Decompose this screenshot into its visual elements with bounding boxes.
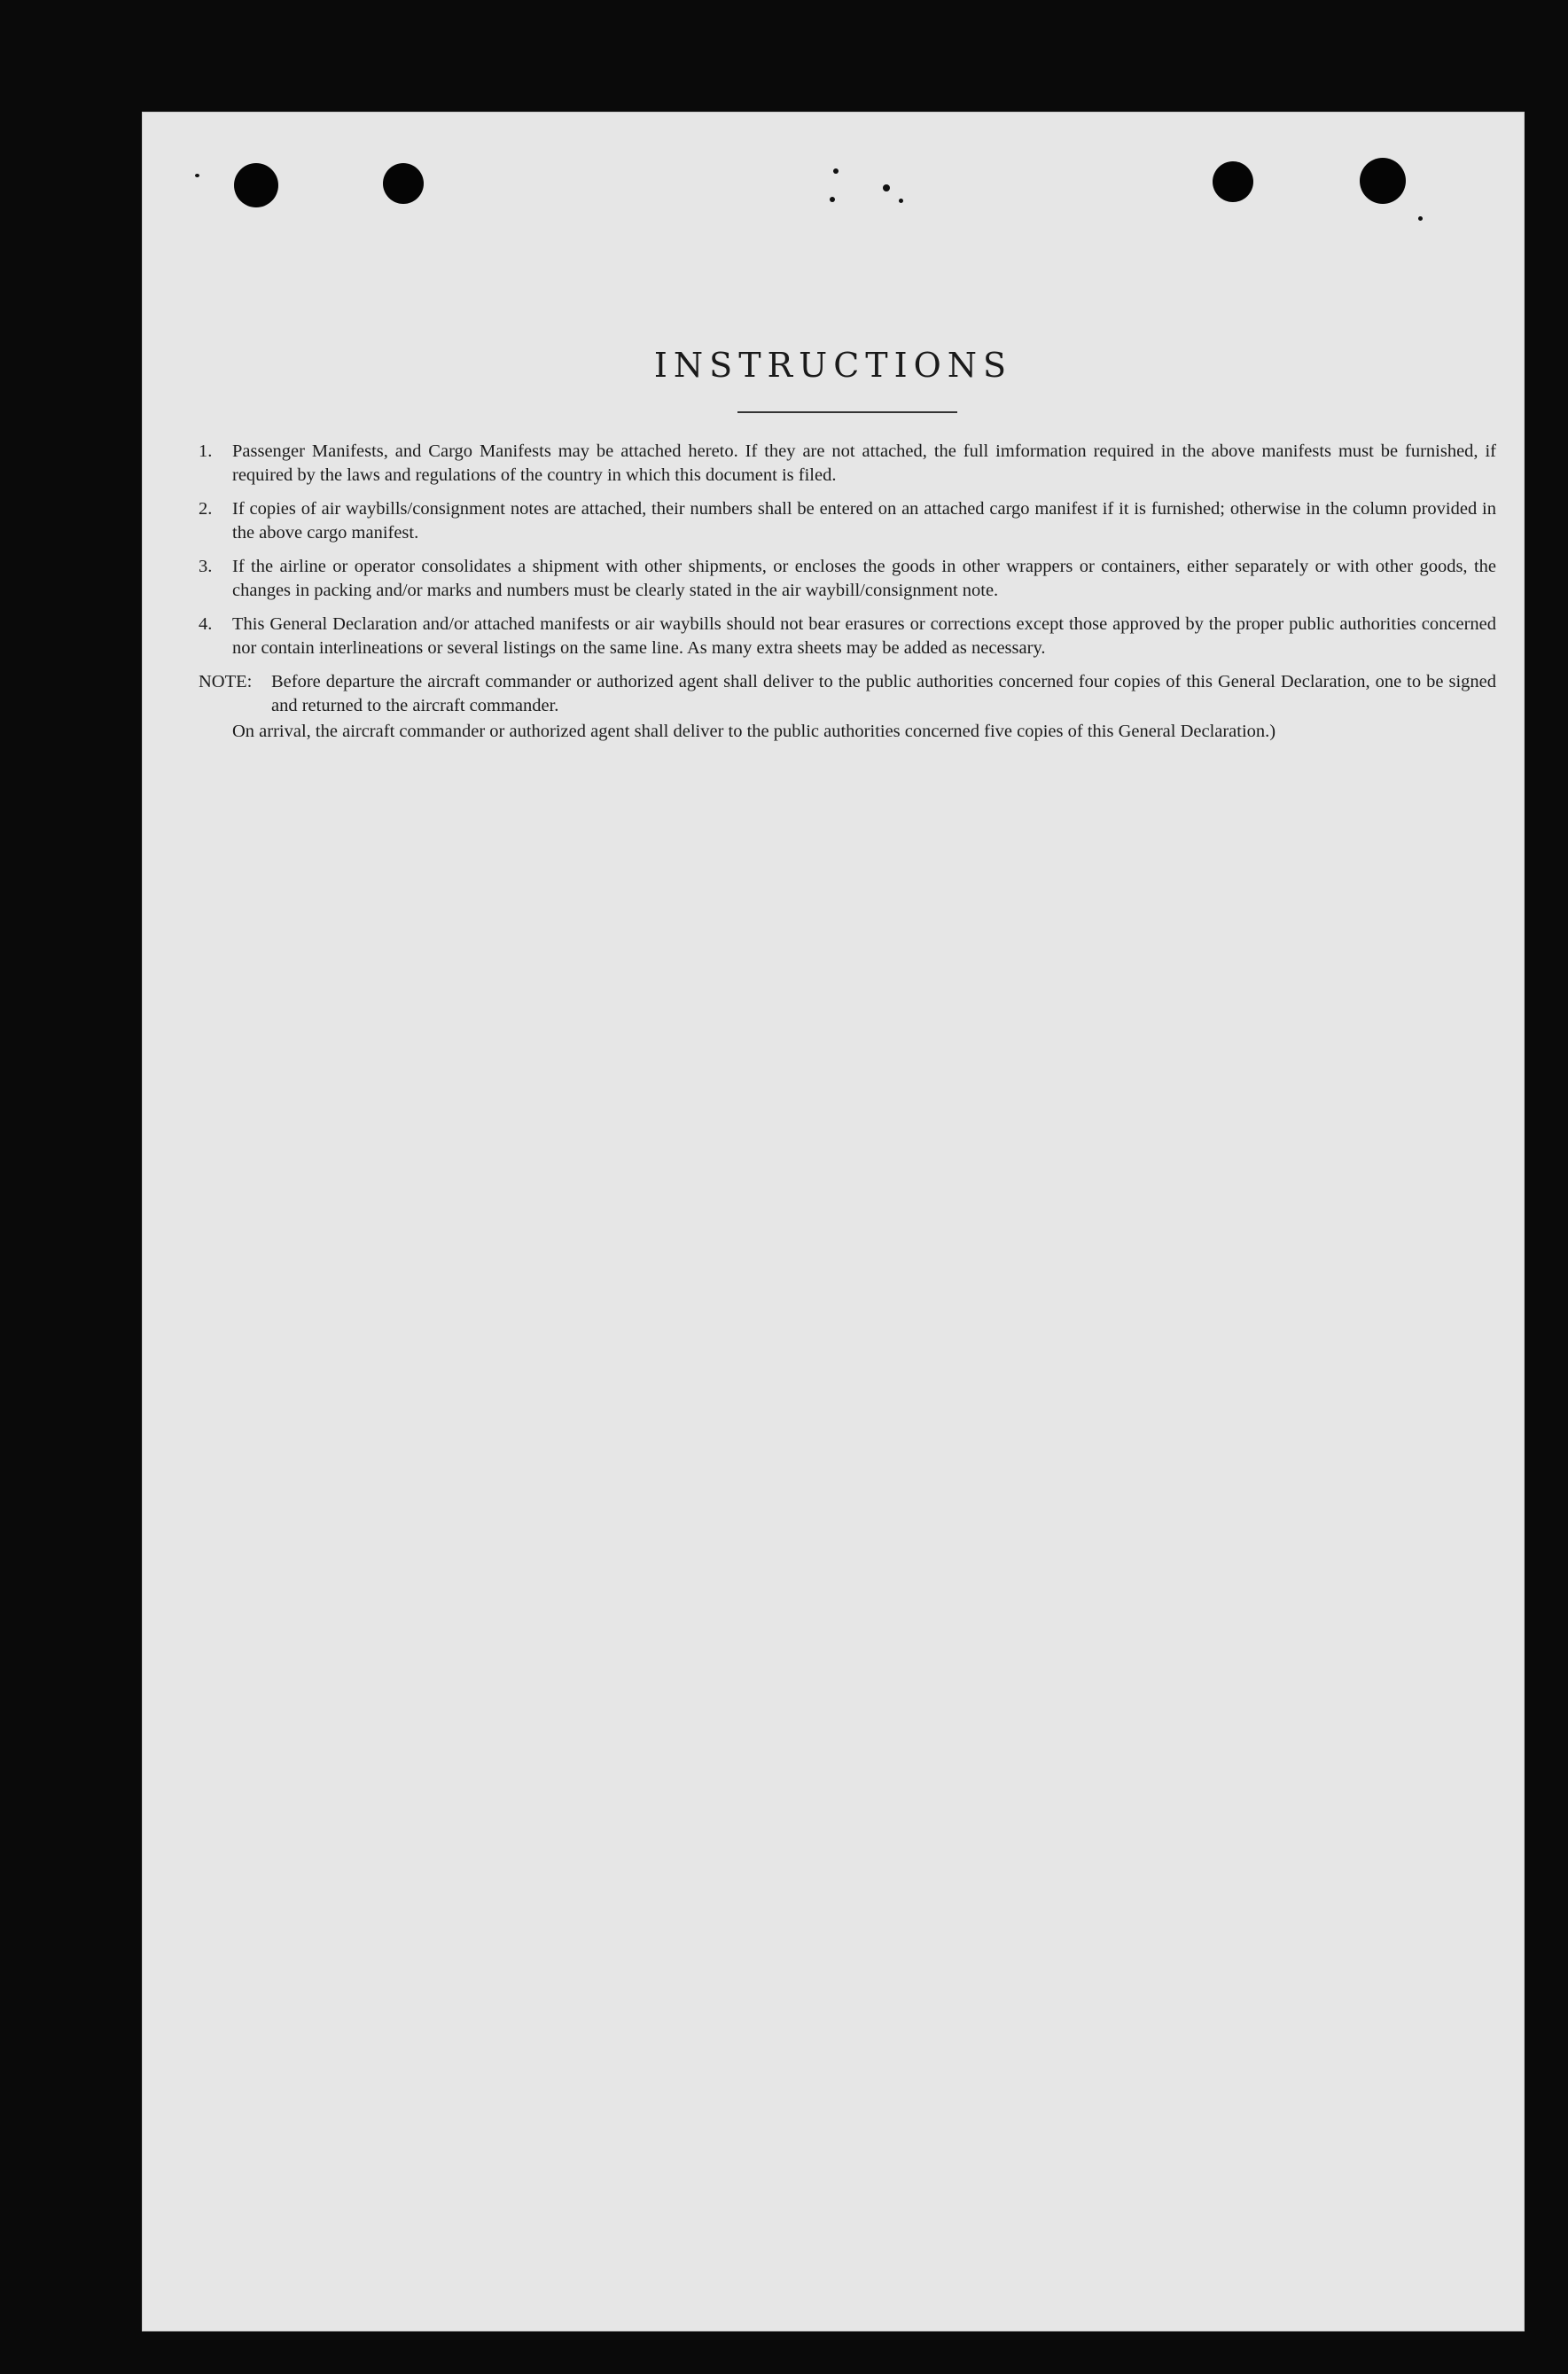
document-page — [142, 112, 1525, 2331]
scan-speck — [899, 199, 903, 203]
note-label: NOTE: — [199, 672, 253, 691]
punch-hole-left-outer — [234, 163, 278, 207]
scan-speck — [1418, 216, 1423, 221]
instruction-item — [199, 440, 1496, 488]
title-underline — [737, 411, 957, 413]
instruction-text: If the airline or operator consolidates a shipment with other shipments, or encloses the goods in other wrappers or containers, either separately or with other goods, the changes in packing and/or marks and numbers must be clearly stated in the air waybill/consignment note. — [232, 557, 1496, 600]
instruction-text: Passenger Manifests, and Cargo Manifests may be attached hereto. If they are not attached, the full imformation required in the above manifests must be furnished, if required by the laws and regulations of the country in which this document is filed. — [232, 441, 1496, 485]
instruction-number: 1. — [199, 441, 213, 461]
instruction-number: 4. — [199, 614, 213, 634]
page-title: INSTRUCTIONS — [653, 346, 1013, 385]
scan-speck — [830, 197, 835, 202]
instruction-text: This General Declaration and/or attached manifests or air waybills should not bear erasures or corrections except those approved by the proper public authorities concerned nor contain interlineations or several listings on the same line. As many extra sheets may be added as necessary. — [232, 614, 1496, 658]
note-block — [199, 670, 1496, 718]
punch-hole-left-inner — [383, 163, 424, 204]
punch-hole-right-outer — [1360, 158, 1406, 204]
scan-speck — [195, 174, 199, 177]
instruction-number: 3. — [199, 557, 213, 576]
instruction-item — [199, 497, 1496, 545]
instruction-text: If copies of air waybills/consignment notes are attached, their numbers shall be entered on an attached cargo manifest if it is furnished; otherwise in the column provided in the above cargo manifest. — [232, 499, 1496, 543]
instructions-list — [199, 440, 1496, 744]
scan-speck — [833, 168, 839, 174]
punch-hole-right-inner — [1213, 161, 1253, 202]
note-paragraph-arrival: On arrival, the aircraft commander or authorized agent shall deliver to the public authorities concerned five copies of this General Declaration.) — [232, 722, 1276, 741]
note-paragraph-departure: Before departure the aircraft commander or authorized agent shall deliver to the public authorities concerned four copies of this General Declaration, one to be signed and returned to the aircraft commander. — [271, 672, 1496, 715]
instruction-number: 2. — [199, 499, 213, 519]
instruction-item — [199, 613, 1496, 660]
scan-speck — [883, 184, 890, 191]
instruction-item — [199, 555, 1496, 603]
